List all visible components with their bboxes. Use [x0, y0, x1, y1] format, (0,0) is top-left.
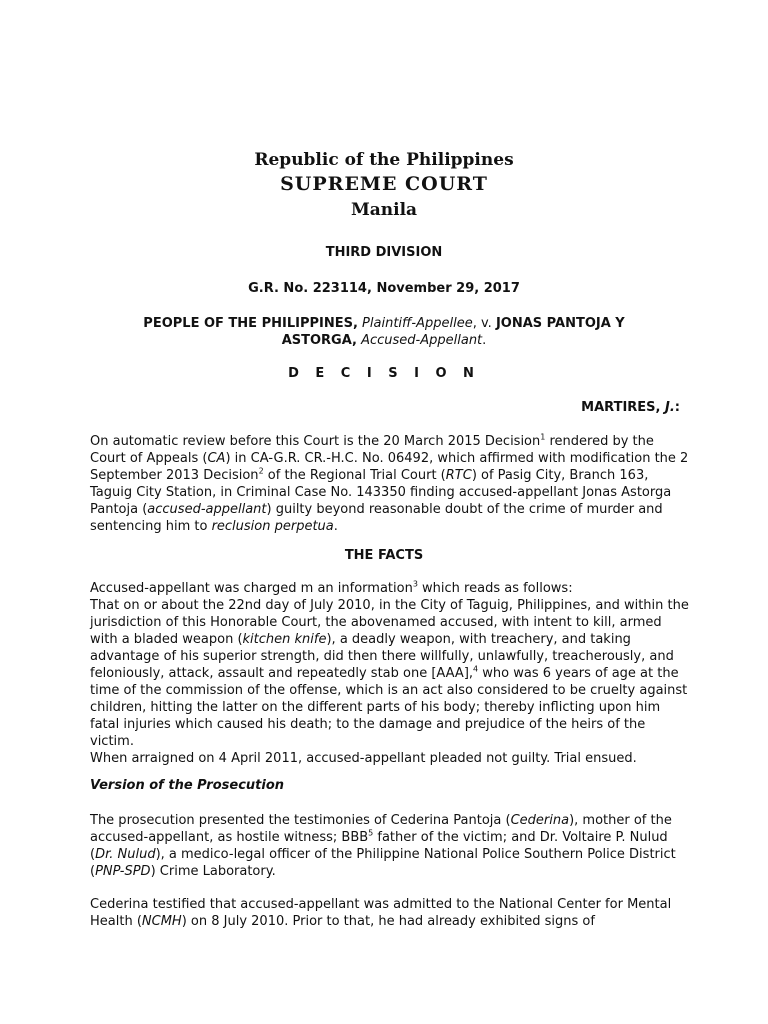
ponente	[581, 400, 680, 415]
text: ) in CA-G.R. CR.-H.C. No. 06492, which affirmed with modification the 2 September 2013 Decision	[90, 451, 689, 483]
text: ), a medico-legal officer of the Philippine National Police Southern Police District (	[90, 847, 676, 879]
footnote-ref-5[interactable]: 5	[368, 828, 374, 838]
abbr-ca: CA	[207, 451, 226, 466]
abbr-rtc: RTC	[445, 468, 472, 483]
footnote-ref-1[interactable]: 1	[540, 432, 546, 442]
text: ) of Pasig City, Branch 163, Taguig City Station, in Criminal Case No. 143350 finding accused-appellant Jonas Astorga Pantoja (	[90, 468, 672, 517]
term-accused-appellant: accused-appellant	[147, 502, 267, 517]
facts-heading: THE FACTS	[344, 548, 424, 563]
text: Cederina testified that accused-appellant was admitted to the National Center for Mental Health (	[90, 897, 672, 929]
text: who was 6 years of age at the time of the commission of the offense, which is an act also considered to be cruelty against children, hitting the latter on the different parts of his body; thereby inflicting upon him fatal injuries which caused his death; to the damage and prejudice of the heirs of the victim.	[90, 666, 688, 749]
header-supreme-court: SUPREME COURT	[280, 173, 488, 195]
versus: , v.	[472, 316, 492, 331]
decision-title: D E C I S I O N	[288, 366, 480, 381]
header-republic: Republic of the Philippines	[254, 150, 514, 170]
text: ) guilty beyond reasonable doubt of the crime of murder and sentencing him to	[90, 502, 663, 534]
text: which reads as follows:	[417, 581, 573, 596]
text: rendered by the Court of Appeals (	[90, 434, 654, 466]
text: Accused-appellant was charged m an information	[90, 581, 413, 596]
text: On automatic review before this Court is the 20 March 2015 Decision	[90, 434, 541, 449]
text: That on or about the 22nd day of July 2010, in the City of Taguig, Philippines, and within the jurisdiction of this Honorable Court, the abovenamed accused, with intent to kill, armed with a bladed weapon (	[90, 598, 689, 647]
text: of the Regional Trial Court (	[263, 468, 446, 483]
footnote-ref-4[interactable]: 4	[473, 664, 479, 674]
version-heading: Version of the Prosecution	[90, 778, 285, 793]
footnote-ref-2[interactable]: 2	[258, 466, 264, 476]
parties-end: .	[482, 333, 487, 348]
header-manila: Manila	[350, 200, 418, 220]
term-cederina: Cederina	[510, 813, 570, 828]
ponente-name: MARTIRES,	[581, 400, 661, 415]
footnote-ref-3[interactable]: 3	[412, 579, 418, 589]
paragraph-witnesses	[90, 812, 690, 880]
text: The prosecution presented the testimonies of Cederina Pantoja (	[90, 813, 511, 828]
plaintiff-name: PEOPLE OF THE PHILIPPINES,	[143, 316, 358, 331]
term-reclusion-perpetua: reclusion perpetua	[211, 519, 334, 534]
case-number: G.R. No. 223114, November 29, 2017	[248, 281, 520, 296]
term-kitchen-knife: kitchen knife	[242, 632, 327, 647]
parties-caption	[110, 315, 658, 349]
abbr-pnp-spd: PNP-SPD	[95, 864, 151, 879]
accused-name: JONAS PANTOJA Y ASTORGA,	[281, 316, 625, 348]
paragraph-intro	[90, 433, 690, 535]
abbr-ncmh: NCMH	[141, 914, 182, 929]
paragraph-cederina-testimony	[90, 896, 690, 930]
plaintiff-role: Plaintiff-Appellee	[362, 316, 473, 331]
division-title: THIRD DIVISION	[325, 245, 443, 260]
ponente-colon: :	[674, 400, 680, 415]
paragraph-information	[90, 580, 690, 767]
accused-role: Accused-Appellant	[361, 333, 483, 348]
text: ) Crime Laboratory.	[150, 864, 276, 879]
text: father of the victim; and Dr. Voltaire P. Nulud (	[90, 830, 668, 862]
text: When arraigned on 4 April 2011, accused-appellant pleaded not guilty. Trial ensued.	[90, 751, 637, 766]
text: ) on 8 July 2010. Prior to that, he had already exhibited signs of	[181, 914, 595, 929]
term-dr-nulud: Dr. Nulud	[95, 847, 156, 862]
text: ), mother of the accused-appellant, as hostile witness; BBB	[90, 813, 672, 845]
text: .	[333, 519, 338, 534]
ponente-title: J.	[665, 400, 675, 415]
text: ), a deadly weapon, with treachery, and taking advantage of his superior strength, did then there willfully, unlawfully, treacherously, and feloniously, attack, assault and repeatedly stab one [AAA],	[90, 632, 674, 681]
